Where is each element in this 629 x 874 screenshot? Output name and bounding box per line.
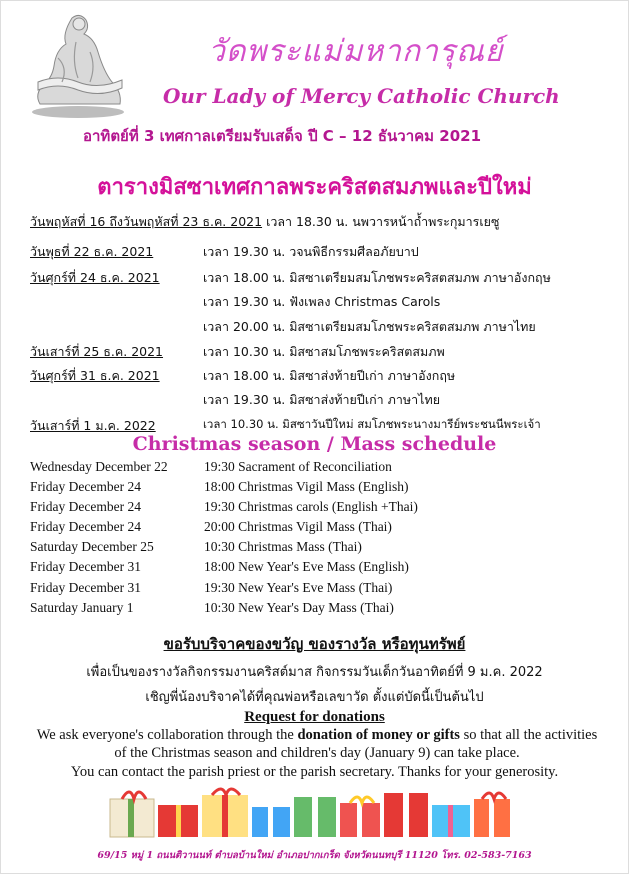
english-schedule-date: Wednesday December 22 bbox=[30, 459, 168, 474]
thai-schedule-text: เวลา 18.00 น. มิสซาเตรียมสมโภชพระคริสตสมภพ ภาษาอังกฤษ bbox=[203, 270, 551, 285]
thai-schedule-text: เวลา 19.30 น. มิสซาส่งท้ายปีเก่า ภาษาไทย bbox=[203, 392, 441, 407]
english-schedule-date: Saturday December 25 bbox=[30, 539, 154, 554]
thai-schedule-row bbox=[30, 268, 551, 288]
english-schedule-text: 19:30 Christmas carols (English +Thai) bbox=[204, 499, 418, 514]
english-schedule-row bbox=[30, 580, 393, 596]
thai-schedule-row bbox=[30, 242, 419, 262]
english-schedule-text: 10:30 New Year's Day Mass (Thai) bbox=[204, 600, 394, 615]
english-schedule-row bbox=[30, 559, 409, 575]
english-schedule-text: 19:30 New Year's Eve Mass (Thai) bbox=[204, 580, 393, 595]
contact-text: You can contact the parish priest or the parish secretary. Thanks for your generosity. bbox=[70, 764, 559, 780]
donation-request-part-b: so that all the activities of the Christmas season and children's day (January 9) can take place. bbox=[114, 727, 598, 761]
thai-schedule-date: วันเสาร์ที่ 25 ธ.ค. 2021 bbox=[30, 344, 164, 359]
donation-title-english: Request for donations bbox=[244, 709, 385, 725]
english-schedule-text: 18:00 New Year's Eve Mass (English) bbox=[204, 559, 409, 574]
donation-title-thai: ขอรับบริจาคของขวัญ ของรางวัล หรือทุนทรัพย์ bbox=[163, 635, 466, 653]
english-schedule-row bbox=[30, 519, 392, 535]
footer-address: 69/15 หมู่ 1 ถนนติวานนท์ ตำบลบ้านใหม่ อำเภอปากเกร็ด จังหวัดนนทบุรี 11120 โทร. 02-583-7163 bbox=[97, 850, 532, 861]
schedule-title-thai: ตารางมิสซาเทศกาลพระคริสตสมภพและปีใหม่ bbox=[97, 175, 532, 200]
thai-schedule-text: เวลา 18.00 น. มิสซาส่งท้ายปีเก่า ภาษาอังกฤษ bbox=[203, 368, 456, 383]
english-schedule-row bbox=[30, 600, 394, 616]
english-schedule-title: Christmas season / Mass schedule bbox=[132, 433, 497, 455]
church-english-name: Our Lady of Mercy Catholic Church bbox=[163, 84, 560, 108]
english-schedule-date: Friday December 31 bbox=[30, 559, 141, 574]
thai-schedule-date: วันศุกร์ที่ 24 ธ.ค. 2021 bbox=[30, 270, 160, 285]
thai-schedule-text: เวลา 18.30 น. นพวารหน้าถ้ำพระกุมารเยซู bbox=[266, 214, 500, 229]
donation-line-thai-1: เพื่อเป็นของรางวัลกิจกรรมงานคริสต์มาส กิจกรรมวันเด็กวันอาทิตย์ที่ 9 ม.ค. 2022 bbox=[86, 665, 543, 680]
english-schedule-date: Friday December 31 bbox=[30, 580, 141, 595]
english-schedule-row bbox=[30, 459, 392, 475]
thai-schedule-row bbox=[30, 366, 456, 386]
english-schedule-text: 18:00 Christmas Vigil Mass (English) bbox=[204, 479, 409, 494]
thai-schedule-text: เวลา 20.00 น. มิสซาเตรียมสมโภชพระคริสตสมภพ ภาษาไทย bbox=[203, 319, 536, 334]
english-schedule-date: Friday December 24 bbox=[30, 499, 141, 514]
thai-schedule-text: เวลา 10.30 น. มิสซาวันปีใหม่ สมโภชพระนางมารีย์พระชนนีพระเจ้า bbox=[203, 417, 541, 431]
donation-request-part-a: We ask everyone's collaboration through the bbox=[36, 727, 298, 743]
thai-schedule-date: วันเสาร์ที่ 1 ม.ค. 2022 bbox=[30, 418, 156, 433]
thai-schedule-date: วันศุกร์ที่ 31 ธ.ค. 2021 bbox=[30, 368, 160, 383]
english-schedule-row bbox=[30, 539, 362, 555]
english-schedule-date: Friday December 24 bbox=[30, 479, 141, 494]
english-schedule-text: 19:30 Sacrament of Reconciliation bbox=[204, 459, 392, 474]
thai-schedule-text: เวลา 19.30 น. วจนพิธีกรรมศีลอภัยบาป bbox=[203, 244, 419, 259]
pieta-statue-image bbox=[28, 12, 128, 120]
english-schedule-row bbox=[30, 479, 409, 495]
thai-schedule-row bbox=[30, 342, 445, 362]
english-schedule-text: 10:30 Christmas Mass (Thai) bbox=[204, 539, 362, 554]
sunday-subtitle: อาทิตย์ที่ 3 เทศกาลเตรียมรับเสด็จ ปี C – 12 ธันวาคม 2021 bbox=[83, 127, 482, 145]
thai-schedule-text: เวลา 10.30 น. มิสซาสมโภชพระคริสตสมภพ bbox=[203, 344, 445, 359]
english-schedule-date: Friday December 24 bbox=[30, 519, 141, 534]
donation-line-thai-2: เชิญพี่น้องบริจาคได้ที่คุณพ่อหรือเลขาวัด ตั้งแต่บัดนี้เป็นต้นไป bbox=[145, 690, 484, 705]
english-schedule-text: 20:00 Christmas Vigil Mass (Thai) bbox=[204, 519, 392, 534]
thai-schedule-date: วันพุธที่ 22 ธ.ค. 2021 bbox=[30, 244, 154, 259]
thai-schedule-text: เวลา 19.30 น. ฟังเพลง Christmas Carols bbox=[203, 294, 441, 309]
donation-request-bold: donation of money or gifts bbox=[297, 727, 460, 743]
church-thai-name: วัดพระแม่มหาการุณย์ bbox=[208, 34, 504, 69]
english-schedule-date: Saturday January 1 bbox=[30, 600, 134, 615]
gift-boxes-image bbox=[100, 785, 515, 840]
english-schedule-row bbox=[30, 499, 418, 515]
donation-request-text bbox=[36, 726, 598, 762]
thai-schedule-date: วันพฤหัสที่ 16 ถึงวันพฤหัสที่ 23 ธ.ค. 2021 bbox=[30, 214, 263, 229]
thai-schedule-row bbox=[30, 212, 499, 232]
